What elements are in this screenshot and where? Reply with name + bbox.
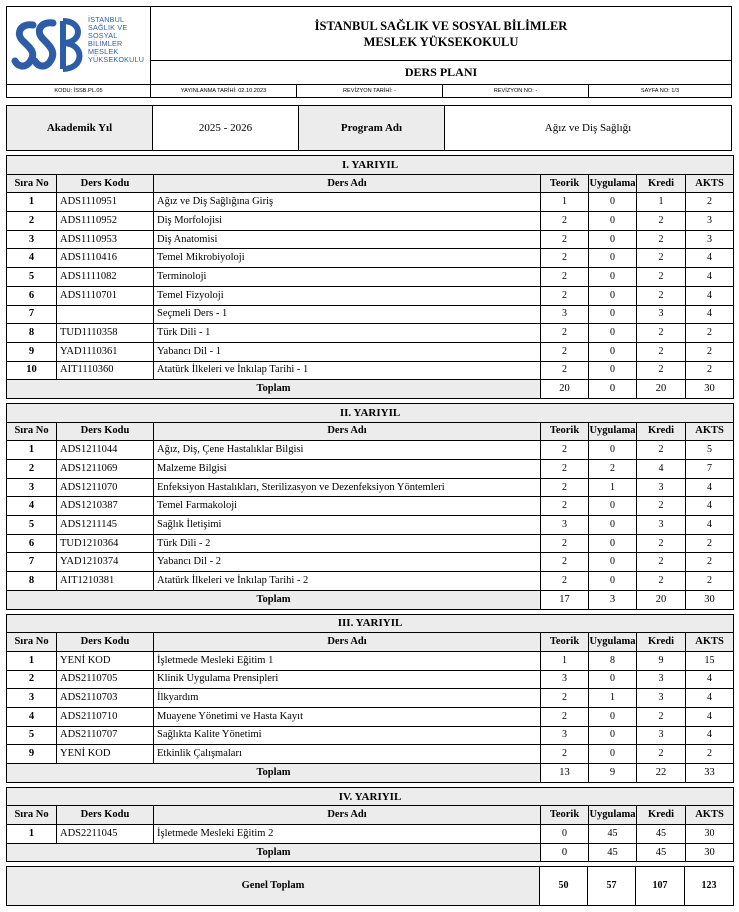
course-practice: 45	[589, 825, 637, 844]
course-no: 3	[7, 689, 57, 708]
semester-total-row	[7, 590, 734, 609]
semester-table	[6, 403, 734, 610]
course-credit: 2	[637, 745, 686, 764]
course-theory: 2	[541, 553, 589, 572]
course-theory: 1	[541, 193, 589, 212]
course-practice: 0	[589, 670, 637, 689]
course-theory: 2	[541, 534, 589, 553]
course-practice: 0	[589, 707, 637, 726]
course-code: ADS1211070	[57, 478, 154, 497]
semester-total-label: Toplam	[7, 843, 541, 862]
col-header-theory: Teorik	[541, 174, 589, 193]
course-ects: 4	[686, 670, 734, 689]
grand-total-theory: 50	[540, 867, 588, 906]
col-header-name: Ders Adı	[154, 174, 541, 193]
course-ects: 2	[686, 534, 734, 553]
meta-revision-no: REVİZYON NO: -	[443, 85, 589, 97]
course-theory: 2	[541, 361, 589, 380]
total-credit: 20	[637, 380, 686, 399]
course-credit: 1	[637, 193, 686, 212]
course-theory: 2	[541, 689, 589, 708]
total-theory: 0	[541, 843, 589, 862]
course-practice: 0	[589, 268, 637, 287]
course-name: Enfeksiyon Hastalıkları, Sterilizasyon ve Dezenfeksiyon Yöntemleri	[154, 478, 541, 497]
course-name: Sağlıkta Kalite Yönetimi	[154, 726, 541, 745]
course-row	[7, 478, 734, 497]
course-code: ADS1110701	[57, 286, 154, 305]
course-row	[7, 441, 734, 460]
course-name: Temel Mikrobiyoloji	[154, 249, 541, 268]
course-credit: 4	[637, 460, 686, 479]
course-theory: 2	[541, 745, 589, 764]
course-code: TUD1110358	[57, 324, 154, 343]
course-theory: 3	[541, 516, 589, 535]
course-row	[7, 553, 734, 572]
course-code: ADS2110710	[57, 707, 154, 726]
course-no: 5	[7, 726, 57, 745]
course-code: ADS1110951	[57, 193, 154, 212]
course-code: AIT1110360	[57, 361, 154, 380]
meta-page-no: SAYFA NO: 1/3	[640, 88, 680, 94]
course-code: YENİ KOD	[57, 651, 154, 670]
course-credit: 2	[637, 230, 686, 249]
col-header-ects: AKTS	[686, 633, 734, 652]
course-theory: 2	[541, 497, 589, 516]
course-no: 6	[7, 286, 57, 305]
semester-total-row	[7, 843, 734, 862]
course-name: Atatürk İlkeleri ve İnkılap Tarihi - 1	[154, 361, 541, 380]
course-row	[7, 286, 734, 305]
course-ects: 15	[686, 651, 734, 670]
col-header-code: Ders Kodu	[57, 174, 154, 193]
col-header-ects: AKTS	[686, 422, 734, 441]
semester-title: III. YARIYIL	[7, 614, 734, 633]
course-practice: 0	[589, 572, 637, 591]
course-code: ADS1110953	[57, 230, 154, 249]
course-name: İşletmede Mesleki Eğitim 2	[154, 825, 541, 844]
course-name: Diş Morfolojisi	[154, 212, 541, 231]
course-credit: 2	[637, 361, 686, 380]
total-credit: 20	[637, 590, 686, 609]
course-theory: 1	[541, 651, 589, 670]
total-ects: 30	[686, 843, 734, 862]
course-theory: 2	[541, 212, 589, 231]
course-credit: 2	[637, 249, 686, 268]
course-theory: 0	[541, 825, 589, 844]
course-row	[7, 268, 734, 287]
course-practice: 0	[589, 324, 637, 343]
total-practice: 0	[589, 380, 637, 399]
course-code: ADS1211044	[57, 441, 154, 460]
course-practice: 2	[589, 460, 637, 479]
course-no: 5	[7, 516, 57, 535]
course-row	[7, 516, 734, 535]
col-header-practice: Uygulama	[589, 174, 637, 193]
col-header-practice: Uygulama	[589, 633, 637, 652]
course-practice: 0	[589, 230, 637, 249]
course-ects: 30	[686, 825, 734, 844]
course-practice: 8	[589, 651, 637, 670]
total-practice: 45	[589, 843, 637, 862]
course-no: 1	[7, 825, 57, 844]
total-credit: 45	[637, 843, 686, 862]
course-ects: 4	[686, 689, 734, 708]
course-name: Temel Fizyoloji	[154, 286, 541, 305]
course-theory: 3	[541, 726, 589, 745]
total-theory: 17	[541, 590, 589, 609]
course-row	[7, 534, 734, 553]
course-credit: 2	[637, 534, 686, 553]
course-ects: 2	[686, 361, 734, 380]
total-ects: 30	[686, 590, 734, 609]
course-credit: 3	[637, 726, 686, 745]
course-row	[7, 460, 734, 479]
semester-total-label: Toplam	[7, 764, 541, 783]
course-code: AIT1210381	[57, 572, 154, 591]
course-no: 8	[7, 572, 57, 591]
course-practice: 0	[589, 361, 637, 380]
grand-total-credit: 107	[636, 867, 685, 906]
course-ects: 2	[686, 553, 734, 572]
course-row	[7, 361, 734, 380]
document-header	[6, 6, 732, 85]
course-ects: 3	[686, 212, 734, 231]
course-no: 1	[7, 651, 57, 670]
course-no: 6	[7, 534, 57, 553]
course-row	[7, 572, 734, 591]
course-credit: 2	[637, 707, 686, 726]
col-header-ects: AKTS	[686, 174, 734, 193]
course-row	[7, 324, 734, 343]
semester-total-label: Toplam	[7, 380, 541, 399]
total-ects: 30	[686, 380, 734, 399]
course-practice: 0	[589, 193, 637, 212]
course-row	[7, 230, 734, 249]
ssb-logo-icon	[11, 13, 85, 77]
course-name: Sağlık İletişimi	[154, 516, 541, 535]
course-practice: 0	[589, 534, 637, 553]
course-no: 1	[7, 441, 57, 460]
course-ects: 4	[686, 707, 734, 726]
course-code: ADS1110416	[57, 249, 154, 268]
semester-title: IV. YARIYIL	[7, 787, 734, 806]
course-code: ADS1210387	[57, 497, 154, 516]
course-theory: 2	[541, 342, 589, 361]
course-name: Malzeme Bilgisi	[154, 460, 541, 479]
course-practice: 0	[589, 726, 637, 745]
course-theory: 2	[541, 286, 589, 305]
col-header-no: Sıra No	[7, 806, 57, 825]
course-name: Temel Farmakoloji	[154, 497, 541, 516]
school-logo	[7, 7, 151, 84]
course-practice: 1	[589, 689, 637, 708]
course-theory: 2	[541, 249, 589, 268]
course-no: 2	[7, 670, 57, 689]
course-practice: 0	[589, 249, 637, 268]
course-ects: 3	[686, 230, 734, 249]
course-code: ADS1110952	[57, 212, 154, 231]
course-credit: 2	[637, 342, 686, 361]
course-ects: 4	[686, 286, 734, 305]
academic-year-label: Akademik Yıl	[7, 106, 153, 150]
course-code: YAD1210374	[57, 553, 154, 572]
meta-publish-date: YAYINLANMA TARİHİ: 02.10.2023	[151, 85, 297, 97]
course-name: Klinik Uygulama Prensipleri	[154, 670, 541, 689]
total-theory: 13	[541, 764, 589, 783]
grand-total-table	[6, 866, 734, 906]
document-meta-row	[6, 85, 732, 98]
course-no: 2	[7, 460, 57, 479]
course-practice: 0	[589, 516, 637, 535]
course-theory: 2	[541, 572, 589, 591]
col-header-theory: Teorik	[541, 422, 589, 441]
course-credit: 2	[637, 286, 686, 305]
semester-total-row	[7, 380, 734, 399]
col-header-no: Sıra No	[7, 633, 57, 652]
course-credit: 2	[637, 553, 686, 572]
col-header-code: Ders Kodu	[57, 633, 154, 652]
course-practice: 0	[589, 305, 637, 324]
course-practice: 0	[589, 553, 637, 572]
course-ects: 4	[686, 268, 734, 287]
course-theory: 2	[541, 230, 589, 249]
col-header-credit: Kredi	[637, 633, 686, 652]
course-row	[7, 497, 734, 516]
col-header-code: Ders Kodu	[57, 422, 154, 441]
course-code: ADS2110707	[57, 726, 154, 745]
col-header-code: Ders Kodu	[57, 806, 154, 825]
course-name: Diş Anatomisi	[154, 230, 541, 249]
course-row	[7, 825, 734, 844]
semester-tables	[6, 155, 732, 862]
total-theory: 20	[541, 380, 589, 399]
col-header-no: Sıra No	[7, 174, 57, 193]
course-practice: 0	[589, 286, 637, 305]
course-ects: 2	[686, 572, 734, 591]
course-credit: 3	[637, 689, 686, 708]
course-ects: 7	[686, 460, 734, 479]
semester-title: I. YARIYIL	[7, 156, 734, 175]
document-page	[6, 6, 732, 906]
course-theory: 2	[541, 478, 589, 497]
course-credit: 2	[637, 572, 686, 591]
course-ects: 2	[686, 745, 734, 764]
course-row	[7, 707, 734, 726]
total-practice: 9	[589, 764, 637, 783]
course-practice: 0	[589, 745, 637, 764]
course-no: 3	[7, 230, 57, 249]
course-ects: 2	[686, 324, 734, 343]
course-no: 4	[7, 497, 57, 516]
course-row	[7, 651, 734, 670]
course-name: Etkinlik Çalışmaları	[154, 745, 541, 764]
course-name: Türk Dili - 2	[154, 534, 541, 553]
course-name: Muayene Yönetimi ve Hasta Kayıt	[154, 707, 541, 726]
course-theory: 2	[541, 460, 589, 479]
course-name: Ağız ve Diş Sağlığına Giriş	[154, 193, 541, 212]
course-no: 9	[7, 342, 57, 361]
course-credit: 3	[637, 670, 686, 689]
course-credit: 9	[637, 651, 686, 670]
course-ects: 4	[686, 497, 734, 516]
course-ects: 2	[686, 342, 734, 361]
course-name: Yabancı Dil - 2	[154, 553, 541, 572]
course-no: 7	[7, 305, 57, 324]
course-row	[7, 726, 734, 745]
course-no: 4	[7, 707, 57, 726]
course-row	[7, 249, 734, 268]
course-code	[57, 305, 154, 324]
col-header-credit: Kredi	[637, 174, 686, 193]
course-name: Atatürk İlkeleri ve İnkılap Tarihi - 2	[154, 572, 541, 591]
course-row	[7, 212, 734, 231]
course-row	[7, 689, 734, 708]
course-code: TUD1210364	[57, 534, 154, 553]
course-name: Türk Dili - 1	[154, 324, 541, 343]
col-header-no: Sıra No	[7, 422, 57, 441]
course-credit: 2	[637, 212, 686, 231]
course-row	[7, 670, 734, 689]
course-theory: 2	[541, 268, 589, 287]
grand-total-practice: 57	[588, 867, 636, 906]
semester-title: II. YARIYIL	[7, 403, 734, 422]
course-no: 3	[7, 478, 57, 497]
course-theory: 3	[541, 305, 589, 324]
col-header-credit: Kredi	[637, 422, 686, 441]
course-no: 8	[7, 324, 57, 343]
meta-code: KODU: İSSB.PL.05	[7, 85, 151, 97]
course-row	[7, 745, 734, 764]
semester-total-row	[7, 764, 734, 783]
course-ects: 4	[686, 726, 734, 745]
course-code: ADS2110705	[57, 670, 154, 689]
course-ects: 2	[686, 193, 734, 212]
semester-total-label: Toplam	[7, 590, 541, 609]
course-practice: 0	[589, 441, 637, 460]
course-practice: 1	[589, 478, 637, 497]
course-ects: 4	[686, 305, 734, 324]
course-no: 2	[7, 212, 57, 231]
course-ects: 4	[686, 478, 734, 497]
course-name: Yabancı Dil - 1	[154, 342, 541, 361]
course-ects: 5	[686, 441, 734, 460]
course-no: 1	[7, 193, 57, 212]
program-name-value: Ağız ve Diş Sağlığı	[544, 122, 632, 134]
course-practice: 0	[589, 342, 637, 361]
course-theory: 2	[541, 324, 589, 343]
course-code: ADS2211045	[57, 825, 154, 844]
course-no: 9	[7, 745, 57, 764]
course-code: ADS1211145	[57, 516, 154, 535]
course-code: ADS2110703	[57, 689, 154, 708]
col-header-ects: AKTS	[686, 806, 734, 825]
meta-revision-date: REVİZYON TARİHİ: -	[297, 85, 443, 97]
course-theory: 2	[541, 707, 589, 726]
course-row	[7, 305, 734, 324]
total-ects: 33	[686, 764, 734, 783]
course-name: İşletmede Mesleki Eğitim 1	[154, 651, 541, 670]
course-credit: 2	[637, 497, 686, 516]
course-name: İlkyardım	[154, 689, 541, 708]
course-name: Seçmeli Ders - 1	[154, 305, 541, 324]
course-code: ADS1211069	[57, 460, 154, 479]
course-name: Ağız, Diş, Çene Hastalıklar Bilgisi	[154, 441, 541, 460]
col-header-practice: Uygulama	[589, 806, 637, 825]
course-row	[7, 342, 734, 361]
course-code: YAD1110361	[57, 342, 154, 361]
course-no: 4	[7, 249, 57, 268]
course-credit: 45	[637, 825, 686, 844]
course-credit: 2	[637, 324, 686, 343]
semester-table	[6, 614, 734, 783]
total-practice: 3	[589, 590, 637, 609]
institution-title: İSTANBUL SAĞLIK VE SOSYAL BİLİMLER MESLEK YÜKSEKOKULU	[151, 7, 731, 61]
course-practice: 0	[589, 212, 637, 231]
grand-total-ects: 123	[685, 867, 734, 906]
course-credit: 3	[637, 516, 686, 535]
col-header-theory: Teorik	[541, 633, 589, 652]
course-credit: 2	[637, 441, 686, 460]
col-header-practice: Uygulama	[589, 422, 637, 441]
course-credit: 2	[637, 268, 686, 287]
semester-table	[6, 155, 734, 399]
course-practice: 0	[589, 497, 637, 516]
col-header-name: Ders Adı	[154, 422, 541, 441]
course-ects: 4	[686, 249, 734, 268]
academic-year-value: 2025 - 2026	[153, 106, 299, 150]
course-credit: 3	[637, 305, 686, 324]
course-name: Terminoloji	[154, 268, 541, 287]
course-row	[7, 193, 734, 212]
total-credit: 22	[637, 764, 686, 783]
course-ects: 4	[686, 516, 734, 535]
program-info-row	[6, 105, 732, 151]
col-header-theory: Teorik	[541, 806, 589, 825]
course-no: 5	[7, 268, 57, 287]
logo-text: İSTANBUL SAĞLIK VE SOSYAL BİLİMLER MESLEK YÜKSEKOKULU	[88, 15, 145, 64]
col-header-name: Ders Adı	[154, 806, 541, 825]
course-credit: 3	[637, 478, 686, 497]
col-header-credit: Kredi	[637, 806, 686, 825]
course-code: ADS1111082	[57, 268, 154, 287]
grand-total-label: Genel Toplam	[7, 867, 540, 906]
course-no: 10	[7, 361, 57, 380]
semester-table	[6, 787, 734, 863]
course-theory: 2	[541, 441, 589, 460]
document-title: DERS PLANI	[404, 65, 478, 79]
program-name-label: Program Adı	[299, 106, 445, 150]
col-header-name: Ders Adı	[154, 633, 541, 652]
course-code: YENİ KOD	[57, 745, 154, 764]
course-no: 7	[7, 553, 57, 572]
course-theory: 3	[541, 670, 589, 689]
